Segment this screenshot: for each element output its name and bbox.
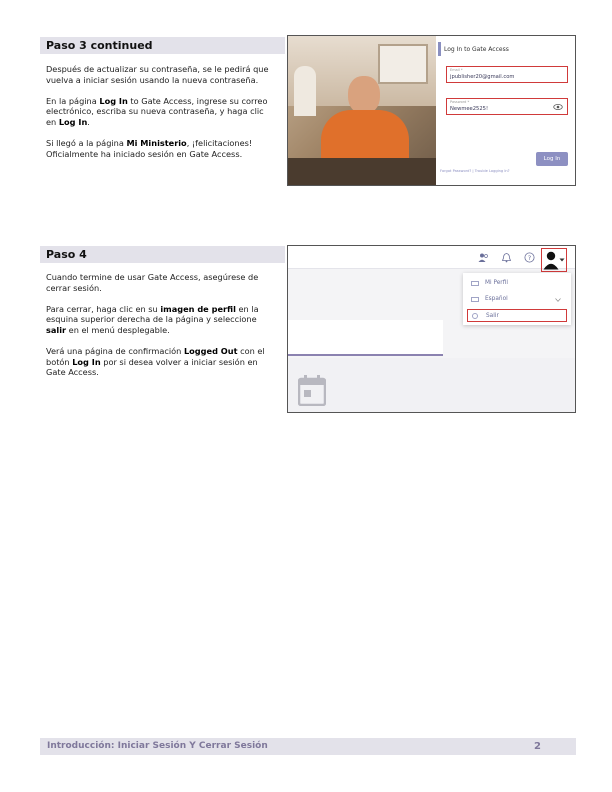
login-button[interactable]: Log In — [536, 152, 568, 166]
logout-screenshot — [287, 245, 576, 413]
menu-item-profile[interactable]: Mi Perfil — [467, 277, 567, 290]
step4-body — [46, 272, 271, 389]
page-footer — [40, 738, 576, 755]
step4-paragraph-2: Para cerrar, haga clic en su imagen de perfil en la esquina superior derecha de la página y seleccione salir en el menú desplegable. — [46, 303, 259, 335]
top-bar — [288, 246, 576, 269]
bell-icon[interactable] — [501, 252, 512, 263]
footer-title: Introducción: Iniciar Sesión Y Cerrar Sesión — [47, 741, 268, 751]
profile-avatar-button[interactable] — [541, 248, 567, 272]
users-icon[interactable] — [478, 252, 489, 263]
step4-header: Paso 4 — [40, 246, 285, 263]
password-field[interactable]: Password * Newmee2525! — [446, 98, 568, 115]
step3-paragraph-2: En la página Log In to Gate Access, ingrese su correo electrónico, escriba su nueva contraseña, y haga clic en Log In. — [46, 95, 268, 127]
menu-item-logout[interactable]: Salir — [467, 309, 567, 322]
id-card-icon — [471, 281, 479, 286]
profile-dropdown-menu — [463, 273, 571, 325]
chevron-down-icon — [555, 298, 561, 302]
menu-item-language[interactable]: Español — [467, 293, 567, 306]
inmate-photo — [288, 36, 436, 186]
page-number: 2 — [534, 741, 541, 752]
help-links[interactable]: Forgot Password? | Trouble Logging In? — [440, 169, 510, 173]
step3-paragraph-1: Después de actualizar su contraseña, se le pedirá que vuelva a iniciar sesión usando la nueva contraseña. — [46, 64, 269, 85]
avatar-icon — [543, 250, 559, 270]
step3-body — [46, 64, 271, 170]
chevron-down-icon — [559, 258, 565, 262]
step4-paragraph-3: Verá una página de confirmación Logged Out con el botón Log In por si desea volver a iniciar sesión en Gate Access. — [46, 346, 265, 378]
svg-text:?: ? — [527, 254, 532, 262]
step4-paragraph-1: Cuando termine de usar Gate Access, asegúrese de cerrar sesión. — [46, 272, 259, 293]
login-form — [436, 36, 576, 186]
help-icon[interactable] — [524, 252, 535, 263]
content-area — [288, 358, 576, 413]
login-title: Log In to Gate Access — [444, 46, 509, 53]
step3-paragraph-3: Si llegó a la página Mi Ministerio, ¡felicitaciones! Oficialmente ha iniciado sesión en Gate Access. — [46, 138, 253, 159]
language-icon — [471, 297, 479, 302]
login-screenshot — [287, 35, 576, 186]
eye-icon[interactable] — [553, 102, 563, 112]
step3-header: Paso 3 continued — [40, 37, 285, 54]
content-panel — [288, 320, 443, 356]
calendar-icon — [298, 374, 326, 406]
logout-icon — [472, 313, 478, 319]
email-field[interactable]: Email * jpublisher20@gmail.com — [446, 66, 568, 83]
